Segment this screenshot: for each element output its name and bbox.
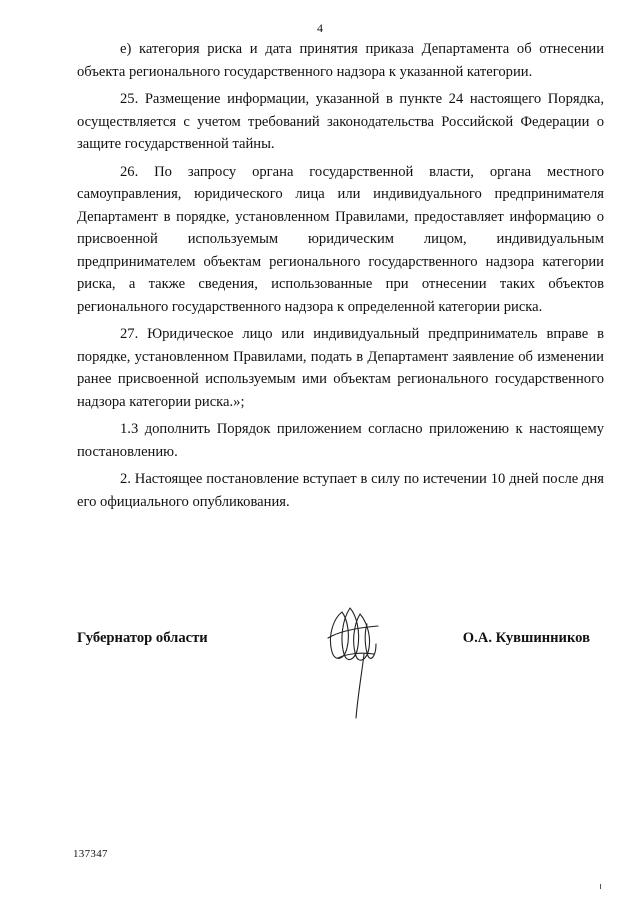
signatory-name: О.А. Кувшинников (462, 630, 590, 646)
scan-mark (600, 884, 601, 889)
handwritten-signature (320, 598, 390, 723)
paragraph-item-e: е) категория риска и дата принятия приказа Департамента об отнесении объекта регионального государственного надзора к указанной категории. (77, 41, 604, 80)
paragraph-27: 27. Юридическое лицо или индивидуальный предприниматель вправе в порядке, установленном Правилами, подать в Департамент заявление об изменении ранее присвоенной используемым ими объектам регионального государственного надзора категории риска.»; (77, 326, 604, 410)
document-code: 137347 (73, 848, 108, 860)
signatory-title: Губернатор области (77, 630, 208, 646)
paragraph-1-3: 1.3 дополнить Порядок приложением согласно приложению к настоящему постановлению. (77, 421, 604, 460)
document-body (77, 38, 604, 513)
paragraph-2: 2. Настоящее постановление вступает в силу по истечении 10 дней после дня его официального опубликования. (77, 471, 604, 510)
paragraph-26: 26. По запросу органа государственной власти, органа местного самоуправления, юридического лица или индивидуального предпринимателя Департамент в порядке, установленном Правилами, предоставляет информацию о присвоенной используемым юридическим лицом, индивидуальным предпринимателем объектам регионального государственного надзора категории риска, а также сведения, использованные при отнесении таких объектов регионального государственного надзора к определенной категории риска. (77, 163, 604, 315)
paragraph-25: 25. Размещение информации, указанной в пункте 24 настоящего Порядка, осуществляется с учетом требований законодательства Российской Федерации о защите государственной тайны. (77, 91, 604, 152)
page-number: 4 (317, 21, 323, 35)
